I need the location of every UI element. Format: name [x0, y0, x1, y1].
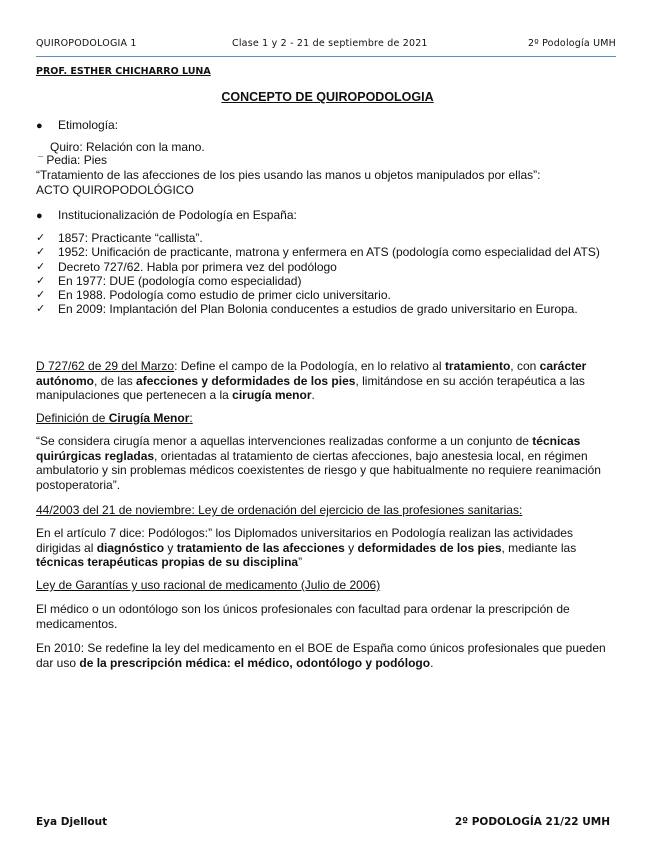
- list-item-text: 1857: Practicante “callista”.: [58, 231, 203, 245]
- list-item-text: En 2009: Implantación del Plan Bolonia conducentes a estudios de grado universitario en Europa.: [58, 302, 578, 317]
- decree-text: .: [311, 388, 315, 402]
- institutionalization-list: [36, 231, 617, 317]
- list-item: [36, 231, 617, 245]
- decree-reference: D 727/62 de 29 del Marzo: [36, 359, 175, 373]
- header-left: QUIROPODOLOGIA 1: [36, 38, 137, 49]
- bullet-dot-icon: ●: [36, 120, 43, 132]
- checkmark-icon: ✓: [36, 246, 46, 259]
- header-divider: [36, 56, 616, 57]
- list-item: [36, 302, 617, 316]
- etymology-pedia-text: Pedia: Pies: [46, 153, 108, 167]
- decree-bold: afecciones y deformidades de los pies: [136, 373, 356, 388]
- checkmark-icon: ✓: [36, 303, 46, 316]
- guarantees-text: .: [430, 655, 434, 670]
- decree-text: : Define el campo de la Podología, en lo relativo al: [174, 359, 445, 373]
- dash-icon: ¯: [38, 155, 43, 165]
- header-right: 2º Podología UMH: [527, 38, 616, 49]
- list-item-text: En 1977: DUE (podología como especialidad): [58, 273, 302, 288]
- decree-bold: cirugía menor: [232, 388, 312, 402]
- list-item: [36, 274, 617, 288]
- etymology-quiro: Quiro: Relación con la mano.: [50, 140, 205, 154]
- professor-name: PROF. ESTHER CHICHARRO LUNA: [36, 66, 211, 77]
- footer-course: 2º PODOLOGÍA 21/22 UMH: [454, 816, 610, 828]
- checkmark-icon: ✓: [36, 274, 46, 287]
- surgery-text: , orientadas al tratamiento de ciertas afecciones, bajo anestesia local, en régimen ambulatorio y sin problemas médicos coexistentes de riesgo y que habitualmente no requiere reanimación postoperatoria”.: [36, 448, 601, 492]
- law2003-text: y: [344, 540, 358, 555]
- etymology-pedia: [38, 153, 615, 168]
- law2003-bold: diagnóstico: [96, 540, 165, 555]
- surgery-bold: técnicas quirúrgicas regladas: [36, 434, 581, 463]
- footer-author: Eya Djellout: [36, 816, 108, 828]
- document-title: CONCEPTO DE QUIROPODOLOGIA: [221, 90, 434, 104]
- guarantees-bold: de la prescripción médica: el médico, odontólogo y podólogo: [79, 655, 431, 670]
- etymology-bullet: [36, 118, 118, 134]
- law2003-text: , mediante las: [501, 540, 577, 555]
- law2003-text: En el artículo 7 dice: Podólogos:” los Diplomados universitarios en Podología realizan las actividades dirigidas al: [36, 526, 573, 555]
- bullet-dot-icon: ●: [36, 210, 43, 222]
- law2003-text: ”: [298, 555, 303, 569]
- institutionalization-bullet: [36, 208, 297, 224]
- checkmark-icon: ✓: [36, 232, 46, 244]
- surgery-heading-text: Definición de: [36, 411, 109, 425]
- law2003-paragraph: [36, 526, 615, 570]
- checkmark-icon: ✓: [36, 260, 46, 273]
- surgery-heading-bold: Cirugía Menor: [108, 411, 190, 425]
- surgery-heading-colon: :: [189, 411, 193, 425]
- surgery-text: “Se considera cirugía menor a aquellas intervenciones realizadas conforme a un conjunto de: [36, 434, 533, 448]
- decree-text: , limitándose en su acción terapéutica a las manipulaciones que pertenecen a la: [36, 373, 585, 402]
- header-center: Clase 1 y 2 - 21 de septiembre de 2021: [232, 38, 428, 49]
- list-item: [36, 288, 617, 302]
- etymology-label: Etimología:: [58, 118, 119, 132]
- decree-bold: carácter autónomo: [36, 359, 587, 388]
- law2003-bold: tratamiento de las afecciones: [176, 540, 345, 555]
- institutionalization-label: Institucionalización de Podología en España:: [58, 208, 297, 222]
- decree-bold: tratamiento: [444, 359, 511, 373]
- guarantees-text: En 2010: Se redefine la ley del medicamento en el BOE de España como únicos profesionales que pueden dar uso: [36, 641, 606, 670]
- guarantees-paragraph-2: [36, 641, 615, 670]
- surgery-paragraph: [36, 434, 615, 492]
- list-item: [36, 245, 617, 259]
- law2003-bold: deformidades de los pies: [357, 540, 502, 555]
- law2003-bold: técnicas terapéuticas propias de su disciplina: [36, 555, 299, 569]
- surgery-heading: [36, 411, 615, 426]
- law2003-text: y: [164, 540, 177, 555]
- checkmark-icon: ✓: [36, 289, 46, 302]
- list-item: [36, 260, 617, 274]
- list-item-text: Decreto 727/62. Habla por primera vez del podólogo: [58, 259, 337, 274]
- etymology-quote: “Tratamiento de las afecciones de los pies usando las manos u objetos manipulados por ellas”:: [36, 168, 541, 182]
- decree-paragraph: [36, 359, 615, 403]
- law2003-heading: 44/2003 del 21 de noviembre: Ley de ordenación del ejercicio de las profesiones sanitarias:: [36, 503, 523, 517]
- list-item-text: En 1988. Podología como estudio de primer ciclo universitario.: [58, 288, 391, 303]
- list-item-text: 1952: Unificación de practicante, matrona y enfermera en ATS (podología como especialidad del ATS): [58, 245, 600, 260]
- decree-text: , con: [510, 359, 540, 373]
- etymology-act: ACTO QUIROPODOLÓGICO: [36, 183, 194, 197]
- guarantees-paragraph-1: El médico o un odontólogo son los únicos profesionales con facultad para ordenar la prescripción de medicamentos.: [36, 602, 570, 631]
- guarantees-heading: Ley de Garantías y uso racional de medicamento (Julio de 2006): [36, 578, 381, 592]
- decree-text: , de las: [94, 373, 137, 388]
